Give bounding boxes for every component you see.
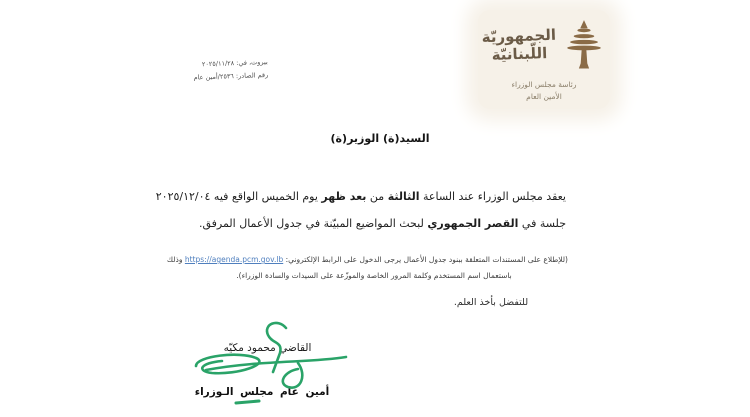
note-line-1 [166, 252, 568, 268]
body-line-2 [186, 210, 566, 237]
secretary-general-line: الأمين العام [526, 92, 562, 101]
agenda-note [166, 252, 568, 284]
body-line-1 [155, 183, 566, 210]
closing-line: للتفضل بأخذ العلم. [453, 297, 529, 308]
body-l2-bold-palace: القصر الجمهوري [427, 217, 519, 230]
cedar-tree-icon [562, 18, 606, 72]
republic-line2: اللّبنانيّة [491, 44, 548, 64]
presidency-line: رئاسة مجلس الوزراء [511, 80, 577, 89]
body-l1-bold-afternoon: بعد ظهر [321, 190, 367, 203]
letterhead [478, 10, 610, 109]
note-l1-seg1: (للإطلاع على المستندات المتعلقة ببنود جدول الأعمال يرجى الدخول على الرابط الإلكتروني: [283, 255, 568, 264]
note-l1-seg2: وذلك [166, 255, 185, 264]
letterhead-subtitle [482, 79, 606, 103]
republic-line1: الجمهوريّة [481, 25, 557, 47]
signatory-title: أمين عام مجلس الـوزراء [194, 386, 330, 398]
body-l2-seg1: جلسة في [518, 217, 566, 230]
body-l1-seg3: يوم الخميس الواقع فيه ٢٠٢٥/١٢/٠٤ [155, 190, 322, 203]
letter-body [155, 183, 566, 237]
letterhead-top [482, 18, 606, 72]
note-line-2: باستعمال اسم المستخدم وكلمة المرور الخاصة والموزّعة على السيدات والسادة الوزراء). [236, 271, 512, 280]
outgoing-number-line: رقم الصادر: ٢٥٣٦/أمين عام [193, 70, 269, 82]
republic-calligraphy [481, 26, 557, 65]
date-line: بيروت، في: ٢٠٢٥/١١/٢٨ [201, 57, 268, 69]
addressee-line: السيد(ة) الوزير(ة) [330, 132, 430, 145]
agenda-link[interactable]: https://agenda.pcm.gov.lb [184, 255, 284, 264]
body-l1-seg1: يعقد مجلس الوزراء عند الساعة [419, 190, 566, 203]
body-l1-seg2: من [366, 190, 388, 203]
body-l2-seg2: لبحث المواضيع المبيّنة في جدول الأعمال المرفق. [198, 217, 428, 230]
signatory-name: القاضي محمود مكيّه [223, 342, 312, 354]
handwritten-signature [168, 314, 372, 410]
reference-block [150, 56, 269, 86]
body-l1-bold-time: الثالثة [387, 190, 420, 203]
